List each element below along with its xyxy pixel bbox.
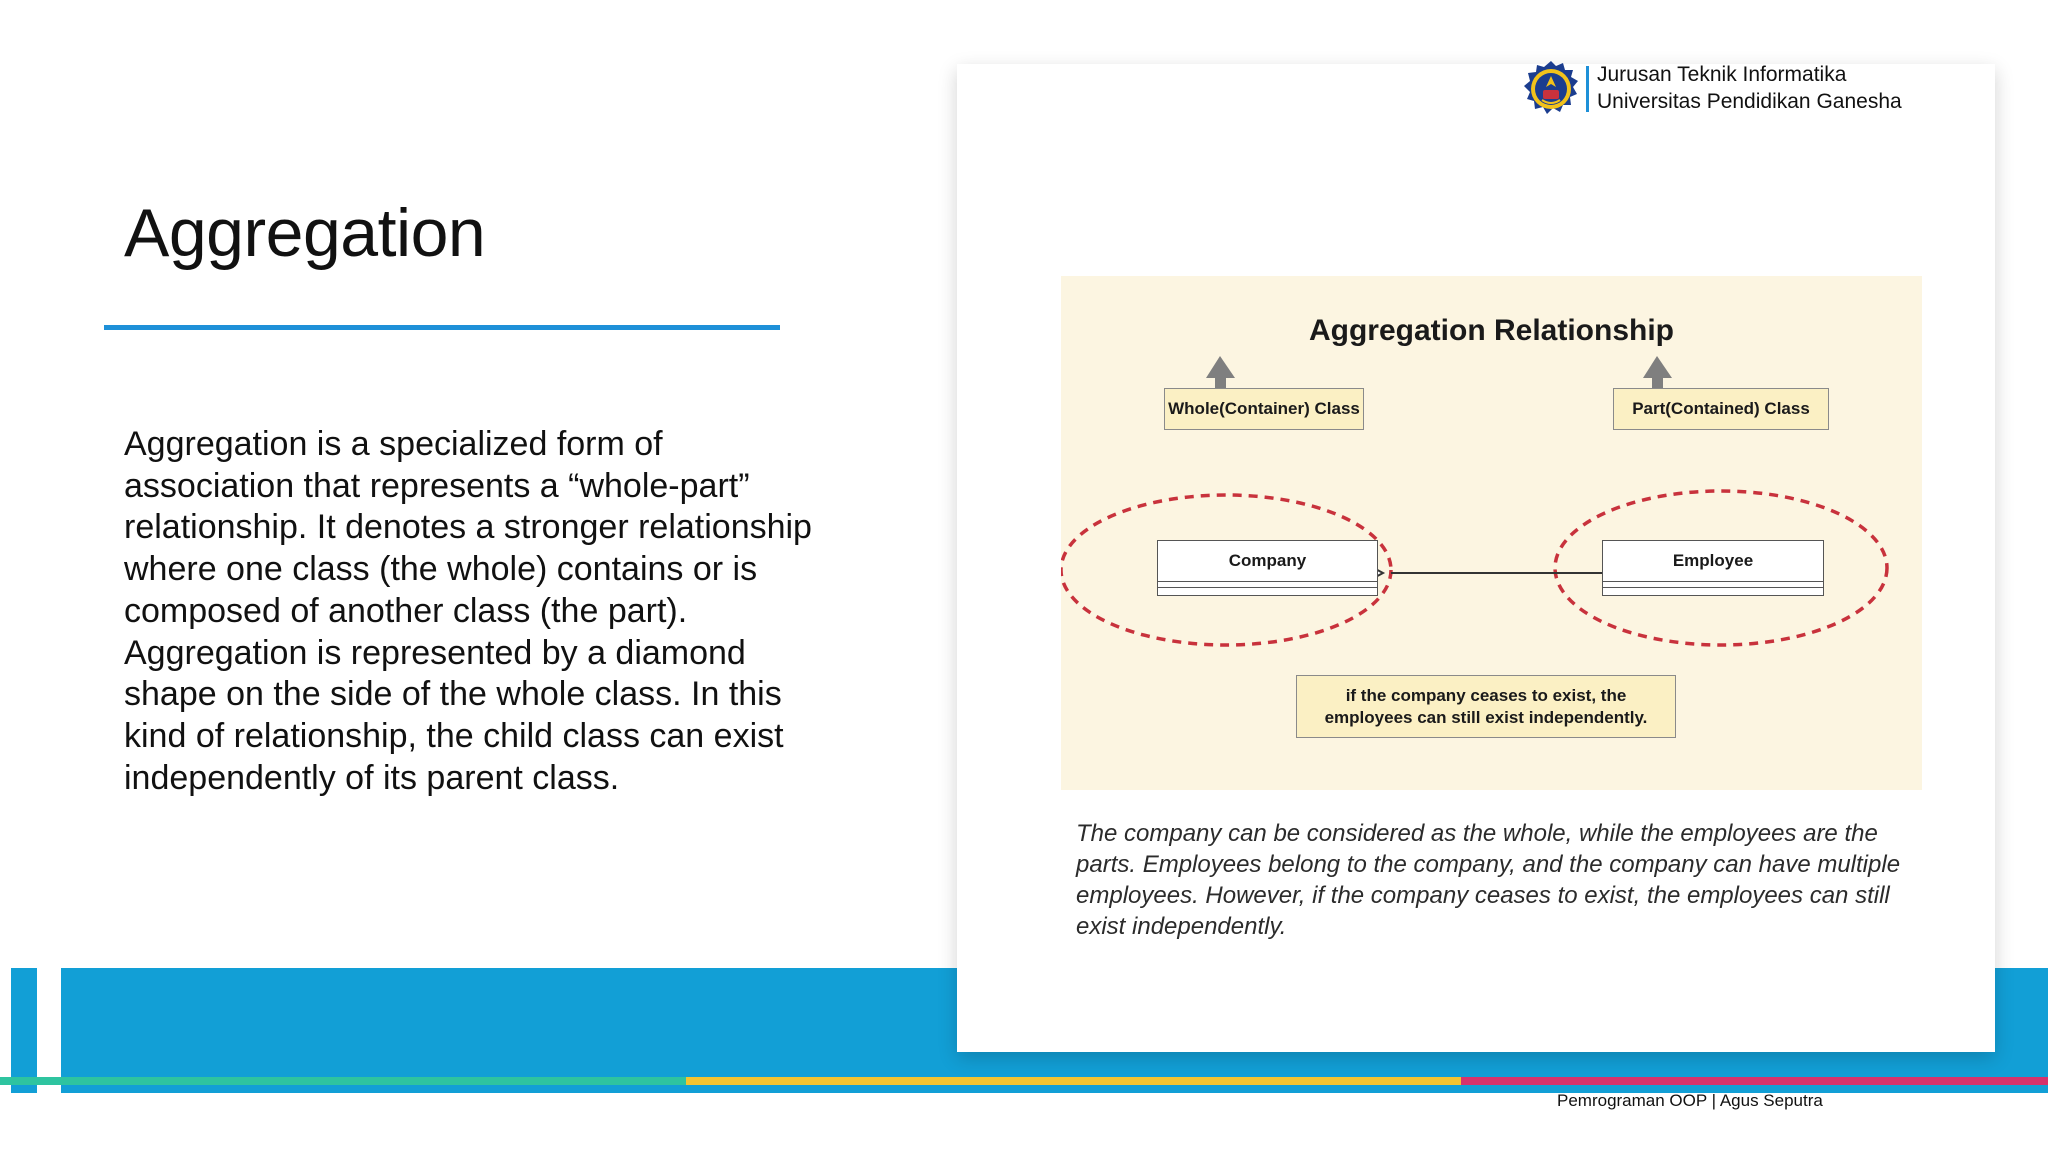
company-class-name: Company [1158,541,1377,582]
diagram-note [1296,675,1676,738]
diagram-note-line-2: employees can still exist independently. [1324,708,1648,727]
title-underline [104,325,780,330]
diagram-note-line-1: if the company ceases to exist, the [1345,686,1627,705]
aggregation-diagram [1061,276,1922,790]
footer-band-left [11,968,37,1093]
header-divider [1586,66,1589,112]
slide-body-text: Aggregation is a specialized form of association that represents a “whole-part” relationship. It denotes a stronger relationship where one class (the whole) contains or is composed of another class (the part). Aggregation is represented by a diamond shape on the side of the whole class. In this kind of relationship, the child class can exist independently of its parent class. [124,425,812,797]
employee-class-name: Employee [1603,541,1823,582]
header-department: Jurusan Teknik Informatika [1597,63,1847,86]
footer-stripe-yellow [686,1077,1461,1085]
footer-stripe-pink [1461,1077,2048,1085]
footer-stripe-teal [0,1077,686,1085]
part-class-label: Part(Contained) Class [1613,388,1829,430]
footer-text: Pemrograman OOP | Agus Seputra [1557,1091,1823,1110]
diagram-caption: The company can be considered as the whole, while the employees are the parts. Employees belong to the company, and the company can have multiple employees. However, if the company ceases to exist, the employees can still exist independently. [1076,820,1901,940]
diagram-title: Aggregation Relationship [1308,314,1674,347]
whole-class-label: Whole(Container) Class [1164,388,1364,430]
header-university: Universitas Pendidikan Ganesha [1597,90,1902,113]
slide-title: Aggregation [124,195,486,271]
university-seal-icon [1522,60,1580,120]
employee-class-box [1602,540,1824,596]
company-class-box [1157,540,1378,596]
